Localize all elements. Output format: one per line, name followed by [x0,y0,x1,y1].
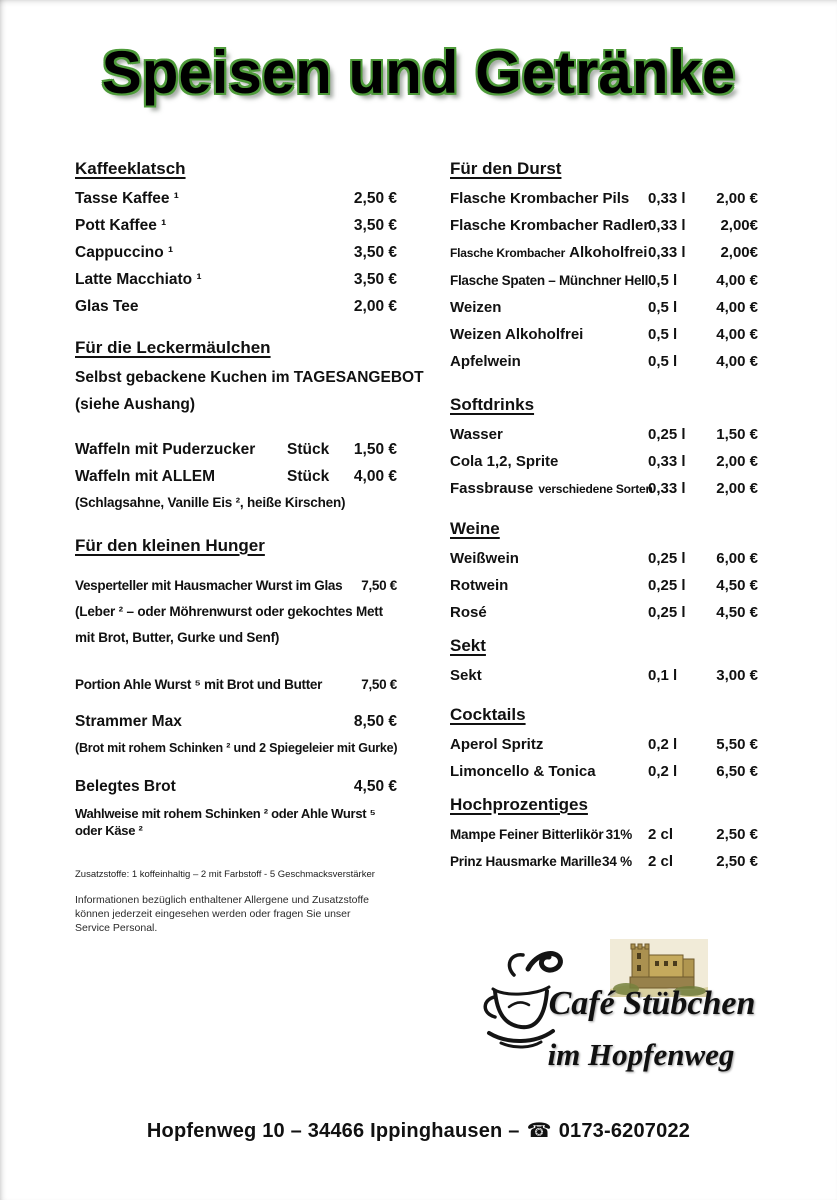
section-heading: Für den kleinen Hunger [75,536,265,555]
section-heading: Für die Leckermäulchen [75,338,271,357]
section-heading: Für den Durst [450,159,562,178]
menu-item-row [450,453,758,470]
section-kleiner-hunger [75,537,397,839]
section-heading: Kaffeeklatsch [75,159,186,178]
item-name: Limoncello & Tonica [450,763,596,780]
item-price: 3,50 € [353,244,397,261]
item-unit: Stück [287,468,330,485]
item-name: Tasse Kaffee ¹ [75,190,179,207]
section-leckermaeulchen [75,338,424,511]
item-name: Portion Ahle Wurst ⁵ mit Brot und Butter [75,677,323,692]
menu-item-row [450,736,758,753]
section-hochprozentiges [450,796,758,870]
menu-item-row [75,244,397,261]
item-name: Cappuccino ¹ [75,244,174,261]
item-name-prefix: Flasche Krombacher [450,246,566,260]
item-name: Cola 1,2, Sprite [450,453,559,470]
menu-item-row [450,604,758,621]
item-price: 3,50 € [353,271,397,288]
item-price: 2,50 € [353,190,397,207]
item-name: Fassbrause [450,480,534,497]
menu-item-row [450,853,758,870]
right-column [450,152,758,880]
item-note: mit Brot, Butter, Gurke und Senf) [75,630,280,645]
item-note: (Brot mit rohem Schinken ² und 2 Spiegeleier mit Gurke) [75,741,398,755]
section-cocktails [450,706,758,780]
menu-item-row [450,326,758,343]
item-name: Alkoholfrei [569,244,648,261]
item-abv: 31% [605,827,632,842]
item-price: 5,50 € [716,736,758,753]
item-price: 4,00 € [716,353,758,370]
item-name: Waffeln mit Puderzucker [75,441,256,458]
menu-item-row [450,190,758,207]
item-volume: 2 cl [648,826,674,843]
item-price: 2,00€ [720,244,758,261]
item-name: Latte Macchiato ¹ [75,271,202,288]
menu-item-row [450,272,758,289]
section-weine [450,520,758,621]
item-volume: 0,33 l [648,244,686,261]
item-price: 2,50 € [716,826,758,843]
page-title: Speisen und Getränke [101,39,736,106]
menu-item-row [75,577,397,594]
section-heading: Hochprozentiges [450,795,588,814]
item-price: 4,50 € [716,577,758,594]
item-name-suffix: verschiedene Sorten [538,482,653,496]
left-column [75,152,424,935]
item-price: 2,50 € [716,853,758,870]
menu-item-row [450,826,758,843]
phone-icon: ☎ [526,1120,552,1142]
menu-item-row [450,353,758,370]
menu-item-row [450,217,758,234]
item-name: Flasche Krombacher Pils [450,190,630,207]
menu-item-row [450,763,758,780]
menu-item-row [75,441,397,458]
item-price: 3,00 € [716,667,758,684]
item-volume: 0,2 l [648,763,678,780]
item-price: 4,00 € [353,468,397,485]
menu-item-row [75,217,397,234]
item-price: 1,50 € [716,426,758,443]
address-line [0,1118,837,1143]
menu-item-row [75,713,397,730]
item-name: Aperol Spritz [450,736,544,753]
item-name: Waffeln mit ALLEM [75,468,216,485]
item-name: Vesperteller mit Hausmacher Wurst im Glas [75,578,343,593]
item-name: Weizen [450,299,502,316]
phone-number: 0173-6207022 [558,1120,691,1142]
item-volume: 0,1 l [648,667,678,684]
menu-item-row [450,550,758,567]
menu-item-row [450,299,758,316]
item-name: Glas Tee [75,298,139,315]
item-name: Prinz Hausmarke Marille [450,854,602,869]
item-price: 4,50 € [353,778,397,795]
item-price: 4,00 € [716,326,758,343]
item-name: Apfelwein [450,353,521,370]
section-text-line: (siehe Aushang) [75,396,195,413]
item-price: 2,00 € [716,480,758,497]
item-volume: 0,25 l [648,577,686,594]
menu-item-row [450,244,758,262]
menu-item-row [75,676,397,693]
section-heading: Sekt [450,636,486,655]
item-name: Belegtes Brot [75,778,176,795]
item-note: Wahlweise mit rohem Schinken ² oder Ahle Wurst ⁵ oder Käse ² [75,806,376,838]
section-softdrinks [450,396,758,498]
item-name: Rosé [450,604,487,621]
street-city-text: Hopfenweg 10 – 34466 Ippinghausen – [146,1120,520,1142]
item-volume: 0,2 l [648,736,678,753]
item-price: 2,00 € [716,453,758,470]
cafe-name-line2: im Hopfenweg [547,1037,735,1072]
item-name: Strammer Max [75,713,182,730]
item-price: 4,50 € [716,604,758,621]
item-name: Sekt [450,667,482,684]
item-volume: 0,25 l [648,550,686,567]
item-volume: 0,5 l [648,272,678,289]
menu-item-row [75,271,397,288]
item-volume: 2 cl [648,853,674,870]
item-volume: 0,33 l [648,217,686,234]
menu-item-row [450,426,758,443]
cafe-logo [478,933,768,1098]
item-unit: Stück [287,441,330,458]
item-name: Flasche Krombacher Radler [450,217,650,234]
item-price: 8,50 € [353,713,397,730]
menu-item-row [450,577,758,594]
menu-item-row [75,468,397,485]
item-volume: 0,33 l [648,453,686,470]
section-heading: Cocktails [450,705,526,724]
item-name: Pott Kaffee ¹ [75,217,167,234]
item-price: 2,00€ [720,217,758,234]
item-price: 2,00 € [716,190,758,207]
section-heading: Softdrinks [450,395,535,414]
item-price: 2,00 € [353,298,397,315]
item-price: 3,50 € [353,217,397,234]
menu-item-row [75,190,397,207]
menu-item-row [450,667,758,684]
item-name: Mampe Feiner Bitterlikör [450,827,604,842]
item-name: Wasser [450,426,503,443]
item-volume: 0,25 l [648,604,686,621]
item-price: 1,50 € [353,441,397,458]
item-price: 6,50 € [716,763,758,780]
item-volume: 0,33 l [648,190,686,207]
section-sekt [450,637,758,684]
item-name: Rotwein [450,577,509,594]
item-abv: 34 % [602,854,632,869]
menu-item-row [450,480,758,498]
section-text-line: Selbst gebackene Kuchen im TAGESANGEBOT [75,369,424,386]
menu-item-row [75,298,397,315]
item-price: 4,00 € [716,299,758,316]
cafe-name-line1: Café Stübchen [548,985,756,1022]
item-volume: 0,25 l [648,426,686,443]
footnote-allergene: Informationen bezüglich enthaltener Allergene und Zusatzstoffe können jederzeit eingesehen werden oder fragen Sie unser Service Personal. [75,894,369,934]
item-price: 7,50 € [361,677,397,692]
item-name: Weizen Alkoholfrei [450,326,584,343]
item-price: 4,00 € [716,272,758,289]
item-price: 6,00 € [716,550,758,567]
item-volume: 0,5 l [648,299,678,316]
item-volume: 0,5 l [648,353,678,370]
item-name: Flasche Spaten – Münchner Hell [450,273,649,288]
item-name: Weißwein [450,550,519,567]
item-note: (Leber ² – oder Möhrenwurst oder gekochtes Mett [75,604,383,619]
section-kaffeeklatsch [75,160,397,315]
footnote-zusatzstoffe: Zusatzstoffe: 1 koffeinhaltig – 2 mit Farbstoff - 5 Geschmacksverstärker [75,869,375,880]
item-note: (Schlagsahne, Vanille Eis ², heiße Kirschen) [75,495,346,510]
item-volume: 0,33 l [648,480,686,497]
section-durst [450,160,758,370]
menu-item-row [75,778,397,795]
item-volume: 0,5 l [648,326,678,343]
section-heading: Weine [450,519,500,538]
item-price: 7,50 € [361,578,397,593]
